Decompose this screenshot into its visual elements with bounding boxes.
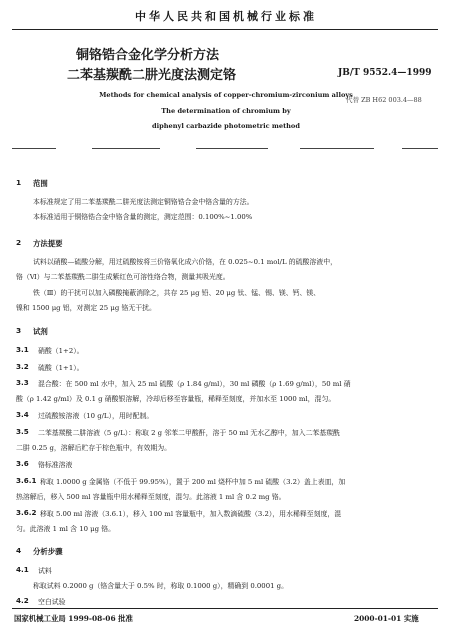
item-3-6-text: 铬标准溶液 [38, 461, 73, 469]
item-3-6-number: 3.6 [16, 459, 29, 468]
english-title-line-2: The determination of chromium by [161, 107, 291, 115]
section-1-title: 范围 [33, 179, 48, 188]
english-title-line-3: diphenyl carbazide photometric method [152, 122, 300, 130]
item-3-3-number: 3.3 [16, 378, 29, 387]
separator-mid-2 [196, 148, 268, 149]
title-line-2: 二苯基羰酰二肼光度法测定铬 [67, 68, 237, 83]
section-1-line-2: 本标准适用于铜铬锆合金中铬含量的测定，测定范围：0.100%~1.00% [33, 213, 253, 221]
item-3-3-continuation: 酸（ρ 1.42 g/ml）及 0.1 g 硝酸银溶解，冷却后移至容量瓶，稀释至刻度，并加水至 1000 ml，混匀。 [16, 395, 336, 403]
item-3-4-text: 过硫酸铵溶液（10 g/L），用时配制。 [38, 412, 154, 420]
separator-mid-1 [92, 148, 160, 149]
standard-number: JB/T 9552.4—1999 [338, 68, 432, 78]
section-3-number: 3 [16, 326, 22, 335]
item-3-1-text: 硝酸（1+2）。 [38, 347, 84, 355]
title-line-1: 铜铬锆合金化学分析方法 [76, 48, 220, 63]
item-4-2-text: 空白试验 [38, 598, 66, 606]
section-4-title: 分析步骤 [33, 547, 63, 556]
item-3-5-continuation: 二肼 0.25 g，溶解后贮存于棕色瓶中，有效期为。 [16, 444, 172, 452]
item-3-6-2-number: 3.6.2 [16, 508, 37, 517]
replaces-note: 代替 ZB H62 003.4—88 [346, 96, 422, 104]
section-1-number: 1 [16, 178, 22, 187]
item-3-4-number: 3.4 [16, 410, 29, 419]
header-rule [12, 29, 438, 30]
section-2-title: 方法提要 [33, 239, 63, 248]
separator-mid-3 [300, 148, 374, 149]
section-2-number: 2 [16, 238, 22, 247]
section-4-number: 4 [16, 546, 22, 555]
section-2-line-4: 镍和 1500 μg 铝，对测定 25 μg 铬无干扰。 [16, 304, 156, 312]
section-1-line-1: 本标准规定了用二苯基羰酰二肼光度法测定铜铬锆合金中铬含量的方法。 [33, 198, 254, 206]
item-3-3-text: 混合酸：在 500 ml 水中，加入 25 ml 硫酸（ρ 1.84 g/ml），30 ml 磷酸（ρ 1.69 g/ml），50 ml 硝 [38, 380, 351, 388]
item-3-6-2-text: 移取 5.00 ml 溶液（3.6.1），移入 100 ml 容量瓶中，加入数滴硫酸（3.2），用水稀释至刻度，混 [40, 510, 342, 518]
item-3-5-text: 二苯基羰酰二肼溶液（5 g/L）：称取 2 g 邻苯二甲酸酐，溶于 50 ml 无水乙醇中，加入二苯基羰酰 [38, 429, 340, 437]
standard-header: 中华人民共和国机械行业标准 [135, 10, 317, 23]
item-3-5-number: 3.5 [16, 427, 29, 436]
item-4-1-body: 称取试料 0.2000 g（铬含量大于 0.5% 时，称取 0.1000 g），精确到 0.0001 g。 [33, 582, 288, 590]
section-2-line-1: 试料以硝酸—硫酸分解，用过硫酸铵将三价铬氧化成六价铬，在 0.025~0.1 mol/L 的硫酸溶液中， [33, 258, 337, 266]
item-4-1-text: 试料 [38, 567, 52, 575]
item-3-6-2-continuation: 匀。此溶液 1 ml 含 10 μg 铬。 [16, 525, 116, 533]
section-2-line-3: 铁（Ⅲ）的干扰可以加入磷酸掩蔽消除之，共存 25 μg 铅、20 μg 钛、锰、锡、镁、钙、镁、 [33, 289, 321, 297]
separator-right [402, 148, 438, 149]
approval-date: 国家机械工业局 1999-08-06 批准 [14, 614, 133, 623]
item-3-6-1-continuation: 热溶解后，移入 500 ml 容量瓶中用水稀释至刻度，混匀。此溶液 1 ml 含 0.2 mg 铬。 [16, 493, 286, 501]
item-3-6-1-text: 称取 1.0000 g 金属铬（不低于 99.95%），置于 200 ml 烧杯中加 5 ml 硫酸（3.2）盖上表皿，加 [40, 478, 346, 486]
item-3-2-number: 3.2 [16, 362, 29, 371]
separator-left [12, 148, 56, 149]
item-4-1-number: 4.1 [16, 565, 29, 574]
item-3-2-text: 硫酸（1+1）。 [38, 364, 84, 372]
section-3-title: 试剂 [33, 327, 48, 336]
english-title-line-1: Methods for chemical analysis of copper-chromium-zirconium alloys [99, 91, 353, 99]
item-4-2-number: 4.2 [16, 596, 29, 605]
footer-rule [12, 608, 438, 609]
item-3-6-1-number: 3.6.1 [16, 476, 37, 485]
item-3-1-number: 3.1 [16, 345, 29, 354]
section-2-line-2: 铬（Ⅵ）与二苯基羰酰二肼生成紫红色可溶性络合物，测量其吸光度。 [16, 273, 230, 281]
implementation-date: 2000-01-01 实施 [354, 614, 419, 623]
